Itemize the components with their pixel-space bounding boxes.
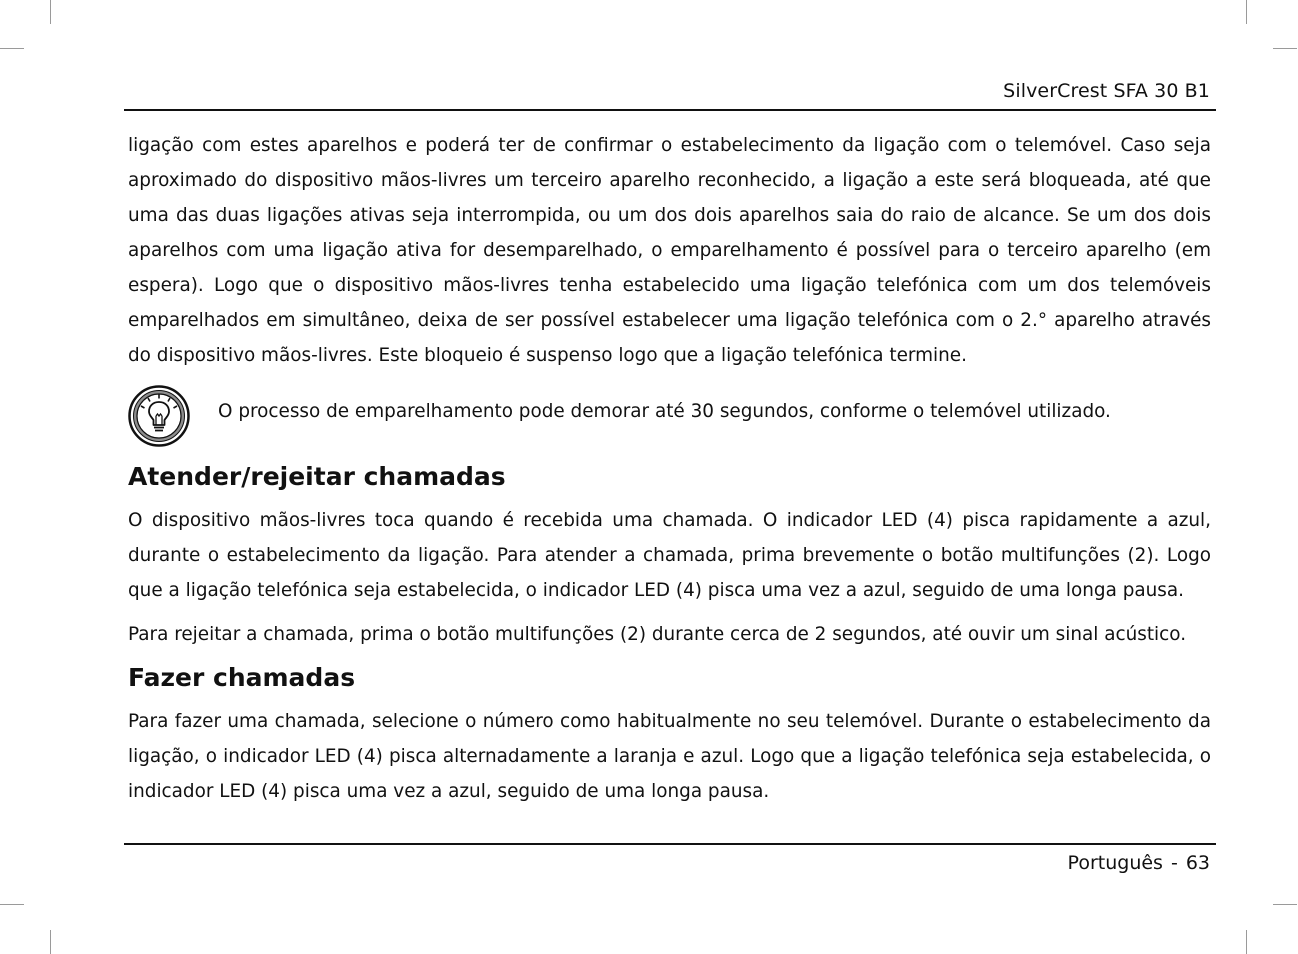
crop-mark	[0, 904, 24, 905]
header-rule	[124, 109, 1216, 111]
crop-mark	[50, 0, 51, 24]
footer-rule	[124, 843, 1216, 845]
crop-mark	[1273, 904, 1297, 905]
section-paragraph: Para fazer uma chamada, selecione o número como habitualmente no seu telemóvel. Durante o estabelecimento da ligação, o indicador LED (4) pisca alternadamente a laranja e azul. Logo que a ligação telefónica seja estabelecida, o indicador LED (4) pisca uma vez a azul, seguido de uma longa pausa.	[128, 711, 1211, 802]
page-number: 63	[1185, 852, 1210, 874]
section-title-make-calls: Fazer chamadas	[128, 663, 356, 692]
section-title-answer-reject: Atender/rejeitar chamadas	[128, 462, 506, 491]
crop-mark	[1273, 48, 1297, 49]
crop-mark	[1246, 0, 1247, 24]
running-header: SilverCrest SFA 30 B1	[1003, 80, 1210, 102]
section-paragraph: Para rejeitar a chamada, prima o botão multifunções (2) durante cerca de 2 segundos, até ouvir um sinal acústico.	[128, 624, 1187, 645]
crop-mark	[1246, 930, 1247, 954]
page-footer	[1068, 852, 1210, 874]
section-paragraph: O dispositivo mãos-livres toca quando é recebida uma chamada. O indicador LED (4) pisca rapidamente a azul, durante o estabelecimento da ligação. Para atender a chamada, prima brevemente o botão multifunções (2). Logo que a ligação telefónica seja estabelecida, o indicador LED (4) pisca uma vez a azul, seguido de uma longa pausa.	[128, 510, 1211, 601]
footer-separator: -	[1170, 852, 1178, 874]
crop-mark	[0, 48, 24, 49]
lightbulb-icon	[128, 385, 190, 447]
crop-mark	[50, 930, 51, 954]
tip-note	[128, 377, 1211, 455]
page-content	[128, 128, 1211, 809]
tip-text: O processo de emparelhamento pode demorar até 30 segundos, conforme o telemóvel utilizado.	[218, 401, 1111, 422]
footer-language: Português	[1067, 852, 1163, 874]
intro-paragraph: ligação com estes aparelhos e poderá ter de confirmar o estabelecimento da ligação com o telemóvel. Caso seja aproximado do dispositivo mãos-livres um terceiro aparelho reconhecido, a ligação a este será bloqueada, até que uma das duas ligações ativas seja interrompida, ou um dos dois aparelhos saia do raio de alcance. Se um dos dois aparelhos com uma ligação ativa for desemparelhado, o emparelhamento é possível para o terceiro aparelho (em espera). Logo que o dispositivo mãos-livres tenha estabelecido uma ligação telefónica com um dos telemóveis emparelhados em simultâneo, deixa de ser possível estabelecer uma ligação telefónica com o 2.° aparelho através do dispositivo mãos-livres. Este bloqueio é suspenso logo que a ligação telefónica termine.	[128, 135, 1211, 366]
